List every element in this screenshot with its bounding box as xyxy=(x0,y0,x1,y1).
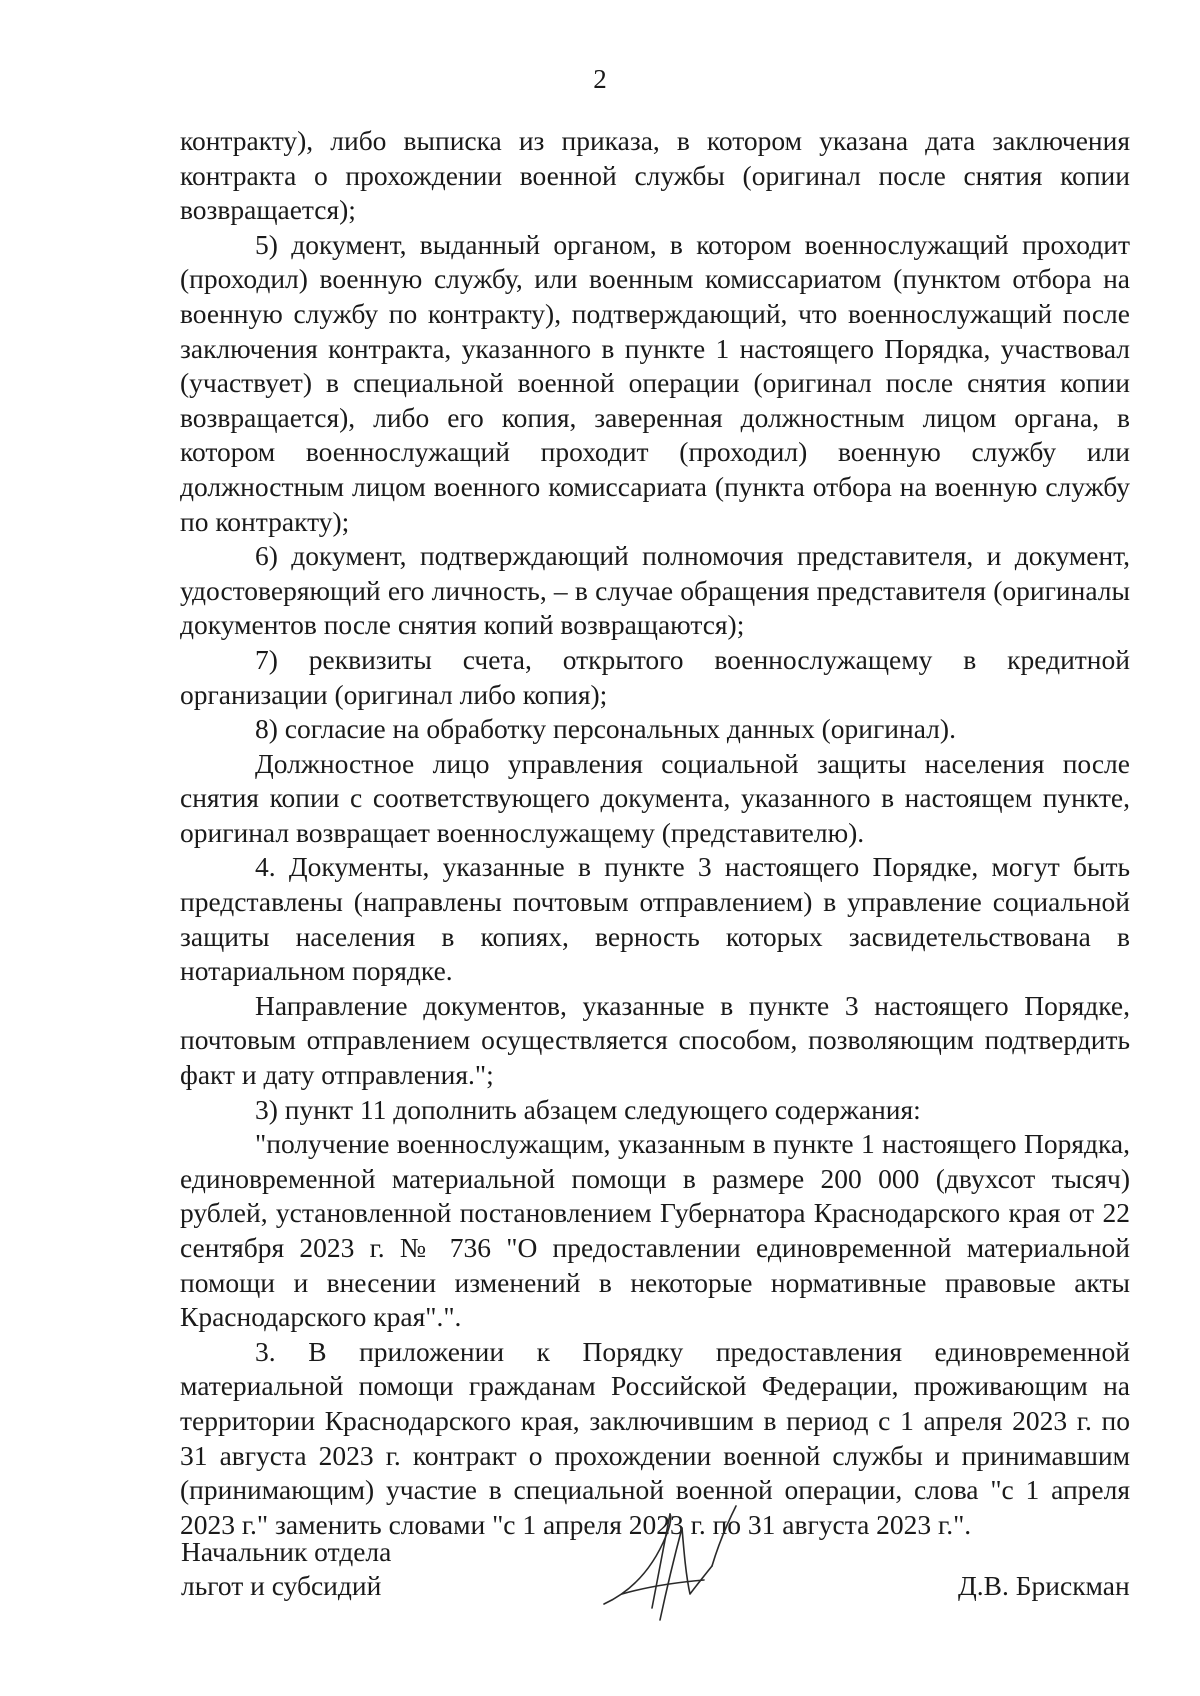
signatory-position-line-1: Начальник отдела xyxy=(181,1536,392,1567)
signatory-position xyxy=(181,1535,391,1603)
page-number: 2 xyxy=(593,64,607,94)
signatory-position-line-2: льгот и субсидий xyxy=(181,1570,382,1601)
paragraph-point-3-appendix: 3. В приложении к Порядку предоставления единовременной материальной помощи гражданам Российской Федерации, проживающим на территории Краснодарского края, заключившим в период с 1 апреля 2023 г. по 31 августа 2023 г. контракт о прохождении военной службы и принимавшим (принимающим) участие в специальной военной операции, слова "с 1 апреля 2023 г." заменить словами "с 1 апреля 2023 г. по 31 августа 2023 г.". xyxy=(180,1335,1130,1540)
paragraph-item-8: 8) согласие на обработку персональных данных (оригинал). xyxy=(255,713,956,745)
paragraph-item-5: 5) документ, выданный органом, в котором военнослужащий проходит (проходил) военную службу, или военным комиссариатом (пунктом отбора на военную службу по контракту), подтверждающий, что военнослужащий после заключения контракта, указанного в пункте 1 настоящего Порядка, участвовал (участвует) в специальной военной операции (оригинал после снятия копии возвращается), либо его копия, заверенная должностным лицом органа, в котором военнослужащий проходит (проходил) военную службу или должностным лицом военного комиссариата (пункта отбора на военную службу по контракту); xyxy=(180,228,1130,537)
paragraph-quoted-addition: "получение военнослужащим, указанным в пункте 1 настоящего Порядка, единовременной материальной помощи в размере 200 000 (двухсот тысяч) рублей, установленной постановлением Губернатора Краснодарского края от 22 сентября 2023 г. № 736 "О предоставлении единовременной материальной помощи и внесении изменений в некоторые нормативные правовые акты Краснодарского края".". xyxy=(180,1128,1130,1333)
paragraph-item-7: 7) реквизиты счета, открытого военнослужащему в кредитной организации (оригинал либо копия); xyxy=(180,643,1130,710)
handwritten-signature xyxy=(600,1496,750,1626)
paragraph-point-4: 4. Документы, указанные в пункте 3 настоящего Порядке, могут быть представлены (направлены почтовым отправлением) в управление социальной защиты населения в копиях, верность которых засвидетельствована в нотариальном порядке. xyxy=(180,851,1130,987)
paragraph-amendment-3: 3) пункт 11 дополнить абзацем следующего содержания: xyxy=(255,1093,921,1125)
document-body xyxy=(180,124,1130,1542)
paragraph-official-return: Должностное лицо управления социальной защиты населения после снятия копии с соответствующего документа, указанного в настоящем пункте, оригинал возвращает военнослужащему (представителю). xyxy=(180,747,1130,848)
paragraph-postal-sending: Направление документов, указанные в пункте 3 настоящего Порядке, почтовым отправлением осуществляется способом, позволяющим подтвердить факт и дату отправления."; xyxy=(180,989,1130,1091)
signatory-name: Д.В. Брискман xyxy=(958,1570,1130,1601)
paragraph-continuation: контракту), либо выписка из приказа, в котором указана дата заключения контракта о прохождении военной службы (оригинал после снятия копии возвращается); xyxy=(180,125,1130,226)
paragraph-item-6: 6) документ, подтверждающий полномочия представителя, и документ, удостоверяющий его личность, – в случае обращения представителя (оригиналы документов после снятия копий возвращаются); xyxy=(180,540,1130,641)
